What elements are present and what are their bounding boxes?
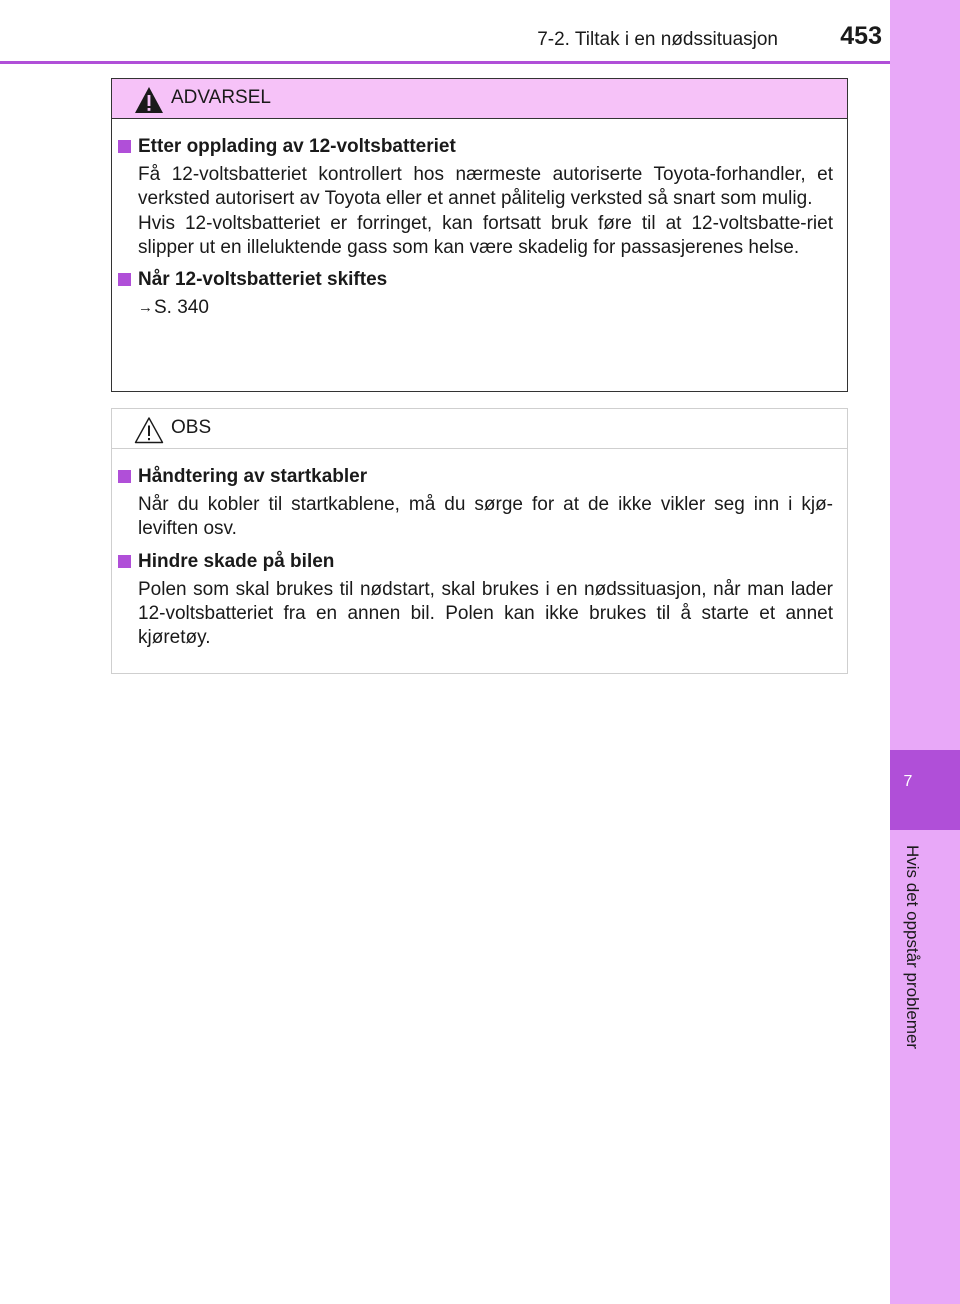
warning-box-header [112,79,847,119]
square-bullet-icon [118,555,131,568]
square-bullet-icon [118,470,131,483]
item-paragraph: Polen som skal brukes til nødstart, skal brukes i en nødssituasjon, når man lader 12-voltsbatteriet fra en annen bil. Polen kan ikke brukes til å starte et annet kjøretøy. [138,578,833,649]
header-rule [0,61,890,64]
caution-label: OBS [171,417,212,438]
item-paragraph: Når du kobler til startkablene, må du sørge for at de ikke vikler seg inn i kjø-leviften osv. [138,494,833,540]
warning-box-body [112,119,847,320]
warning-triangle-outline-icon [134,416,164,444]
chapter-side-tab [890,0,960,1304]
caution-box-header [112,409,847,449]
item-heading-text: Håndtering av startkabler [138,466,368,487]
item-heading-text: Når 12-voltsbatteriet skiftes [138,269,388,291]
item-heading [118,465,833,489]
item-paragraph: Hvis 12-voltsbatteriet er forringet, kan fortsatt bruk føre til at 12-voltsbatte-riet slipper ut en illeluktende gass som kan være skadelig for passasjerenes helse. [138,212,833,258]
page-number: 453 [840,22,882,50]
chapter-title: Hvis det oppstår problemer [903,845,922,1050]
square-bullet-icon [118,273,131,286]
item-heading [118,135,833,159]
page-reference-text: S. 340 [154,297,209,319]
square-bullet-icon [118,140,131,153]
item-heading-text: Hindre skade på bilen [138,550,335,572]
caution-box-body [112,449,847,650]
warning-label: ADVARSEL [171,87,271,108]
item-heading-text: Etter opplading av 12-voltsbatteriet [138,136,456,157]
item-heading [118,268,833,292]
warning-triangle-filled-icon [134,86,164,114]
item-heading [118,550,833,574]
caution-box [111,408,848,674]
item-paragraph: Få 12-voltsbatteriet kontrollert hos nærmeste autoriserte Toyota-forhandler, et verksted autorisert av Toyota eller et annet pålitelig verksted så snart som mulig. [138,164,833,210]
arrow-right-icon: → [138,299,153,317]
page-reference [118,296,833,320]
section-title: 7-2. Tiltak i en nødssituasjon [537,29,778,50]
chapter-number: 7 [903,773,913,790]
warning-box [111,78,848,392]
